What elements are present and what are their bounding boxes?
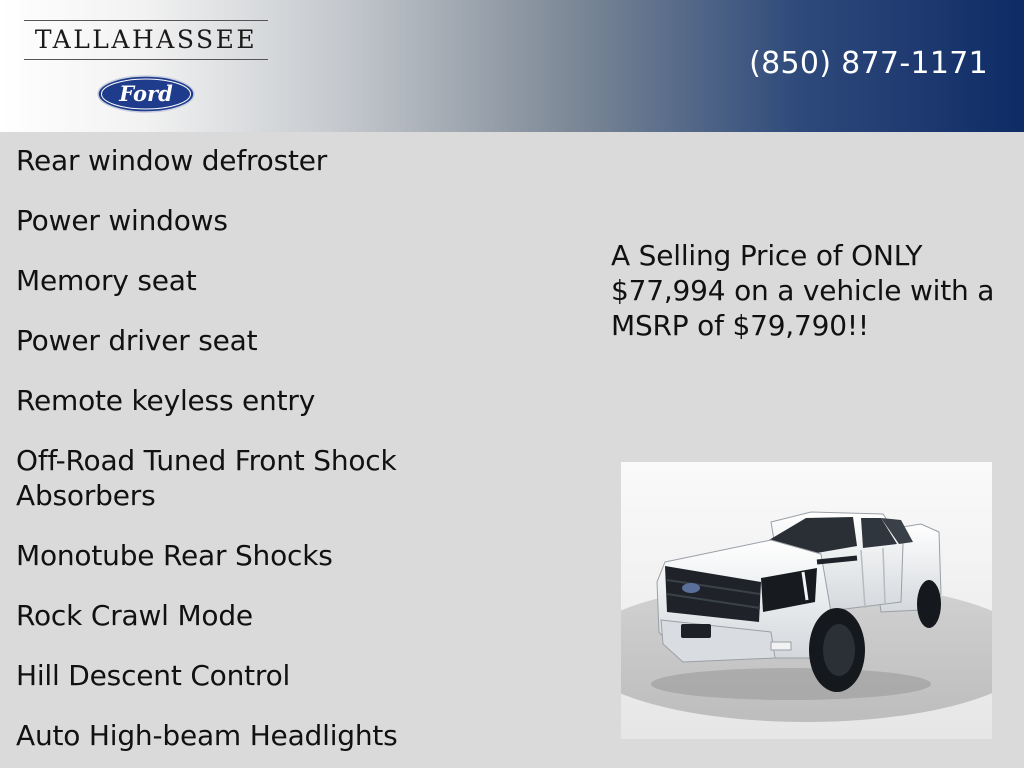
dealer-name: TALLAHASSEE xyxy=(34,25,258,54)
feature-item: Memory seat xyxy=(16,264,197,297)
dealer-brand xyxy=(24,20,268,60)
feature-item: Off-Road Tuned Front Shock Absorbers xyxy=(16,444,397,512)
feature-item: Auto High-beam Headlights xyxy=(16,719,398,752)
feature-list xyxy=(16,143,476,768)
feature-item: Rock Crawl Mode xyxy=(16,599,253,632)
feature-item: Monotube Rear Shocks xyxy=(16,539,333,572)
dealer-phone[interactable]: (850) 877-1171 xyxy=(749,46,988,81)
selling-price-text: A Selling Price of ONLY $77,994 on a vehicle with a MSRP of $79,790!! xyxy=(611,239,995,342)
ford-logo-text: Ford xyxy=(119,81,173,106)
pickup-truck-photo xyxy=(621,462,992,739)
feature-item: Power windows xyxy=(16,204,228,237)
ford-logo xyxy=(96,74,196,114)
feature-item: Remote keyless entry xyxy=(16,384,316,417)
pickup-truck-icon xyxy=(621,462,992,739)
brand-bottom-rule xyxy=(24,59,268,60)
feature-item: Hill Descent Control xyxy=(16,659,291,692)
feature-item: Power driver seat xyxy=(16,324,258,357)
dealer-header xyxy=(0,0,1024,132)
feature-item: Rear window defroster xyxy=(16,144,328,177)
